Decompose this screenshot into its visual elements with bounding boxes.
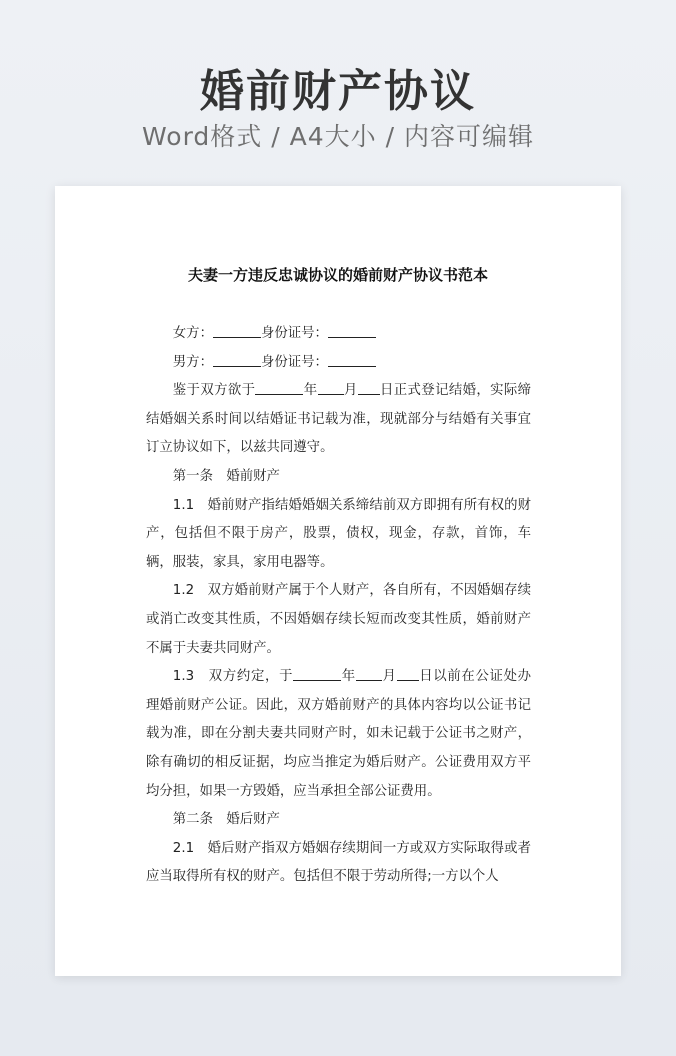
intro-text-a: 鉴于双方欲于 bbox=[172, 383, 256, 399]
clause-1-3-month-blank bbox=[356, 666, 382, 681]
female-name-blank bbox=[213, 323, 261, 338]
clause-1-3 bbox=[146, 663, 531, 806]
banner-title: 婚前财产协议 bbox=[200, 66, 476, 117]
clause-1-3-text-b: 日以前在公证处办理婚前财产公证。因此，双方婚前财产的具体内容均以公证书记载为准，即在分割夫妻共同财产时，如未记载于公证书之财产，除有确切的相反证据，均应当推定为婚后财产。公证费用双方平均分担，如果一方毁婚，应当承担全部公证费用。 bbox=[146, 669, 532, 799]
document-body bbox=[146, 320, 531, 892]
article-1-heading: 第一条 婚前财产 bbox=[172, 468, 280, 484]
female-party-line bbox=[146, 320, 531, 349]
document-page bbox=[55, 186, 621, 976]
intro-month-label: 月 bbox=[343, 383, 358, 399]
intro-paragraph bbox=[146, 377, 531, 463]
male-party-line bbox=[146, 349, 531, 378]
intro-day-blank bbox=[358, 380, 380, 395]
intro-month-blank bbox=[318, 380, 344, 395]
female-id-blank bbox=[328, 323, 376, 338]
clause-1-1: 1.1 婚前财产指结婚婚姻关系缔结前双方即拥有所有权的财产，包括但不限于房产，股票，债权，现金，存款，首饰，车辆，服装，家具，家用电器等。 bbox=[146, 497, 531, 570]
clause-1-3-year-label: 年 bbox=[341, 669, 356, 685]
clause-1-2: 1.2 双方婚前财产属于个人财产，各自所有，不因婚姻存续或消亡改变其性质，不因婚姻存续长短而改变其性质，婚前财产不属于夫妻共同财产。 bbox=[146, 583, 531, 656]
intro-year-blank bbox=[255, 380, 303, 395]
male-name-blank bbox=[213, 352, 261, 367]
female-id-label: 身份证号： bbox=[260, 326, 328, 341]
male-id-label: 身份证号： bbox=[260, 354, 328, 370]
clause-1-3-month-label: 月 bbox=[381, 669, 397, 685]
male-id-blank bbox=[328, 352, 376, 367]
female-label: 女方： bbox=[172, 326, 213, 341]
clause-1-3-year-blank bbox=[293, 666, 341, 681]
document-title: 夫妻一方违反忠诚协议的婚前财产协议书范本 bbox=[187, 266, 488, 284]
male-label: 男方： bbox=[172, 354, 213, 370]
intro-year-label: 年 bbox=[303, 383, 318, 399]
intro-text-b: 日正式登记结婚，实际缔结婚姻关系时间以结婚证书记载为准，现就部分与结婚有关事宜订立协议如下，以兹共同遵守。 bbox=[146, 383, 532, 456]
banner-subtitle: Word格式 / A4大小 / 内容可编辑 bbox=[142, 122, 534, 151]
article-2-heading: 第二条 婚后财产 bbox=[172, 812, 280, 828]
clause-2-1: 2.1 婚后财产指双方婚姻存续期间一方或双方实际取得或者应当取得所有权的财产。包括但不限于劳动所得;一方以个人 bbox=[146, 840, 531, 885]
clause-1-3-text-a: 1.3 双方约定，于 bbox=[172, 669, 294, 685]
clause-1-3-day-blank bbox=[397, 666, 419, 681]
